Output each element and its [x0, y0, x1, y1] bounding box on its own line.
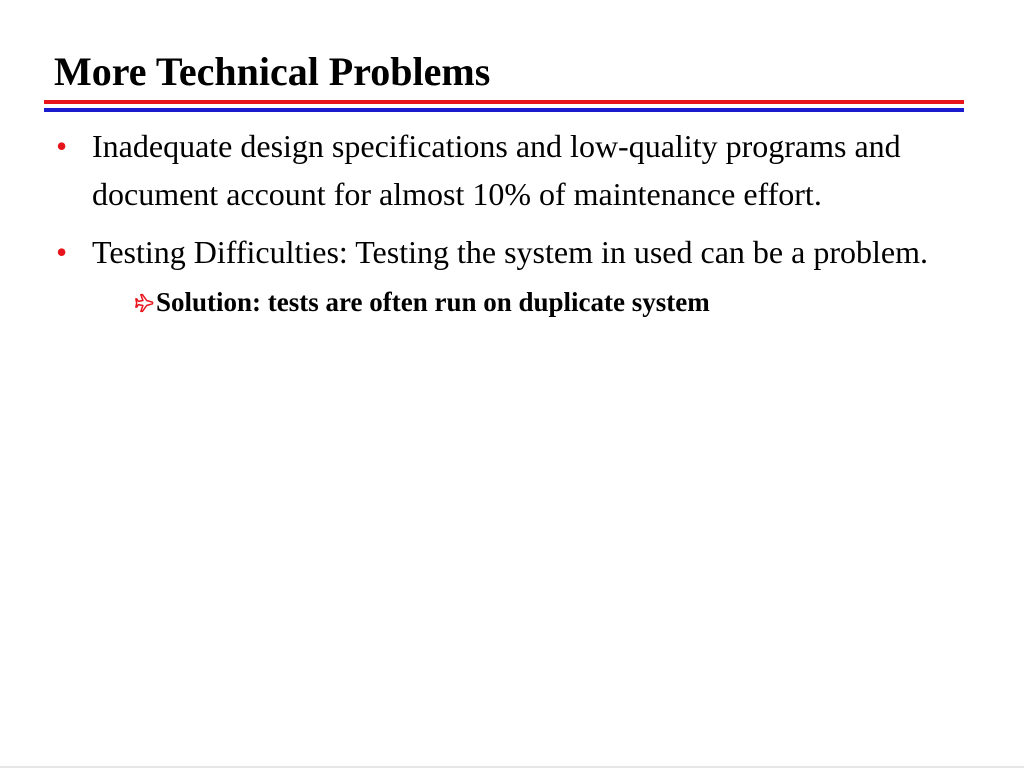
bullet-dot-icon: • — [56, 234, 68, 270]
slide-title: More Technical Problems — [54, 49, 491, 94]
bullet-text: Inadequate design specifications and low-quality programs and document account for almost 10% of maintenance effort. — [92, 128, 901, 212]
bullet-list — [56, 122, 976, 322]
title-rule-blue — [44, 108, 964, 112]
sub-bullet-solution — [135, 282, 976, 322]
bullet-item-design-specs — [56, 122, 976, 218]
airplane-icon — [135, 293, 155, 313]
sub-bullet-text: Solution: tests are often run on duplicate system — [156, 287, 710, 317]
bullet-text: Testing Difficulties: Testing the system in used can be a problem. — [92, 234, 928, 270]
title-rule-red — [44, 100, 964, 104]
bullet-item-testing-difficulties — [56, 228, 976, 276]
bullet-dot-icon: • — [56, 128, 68, 164]
